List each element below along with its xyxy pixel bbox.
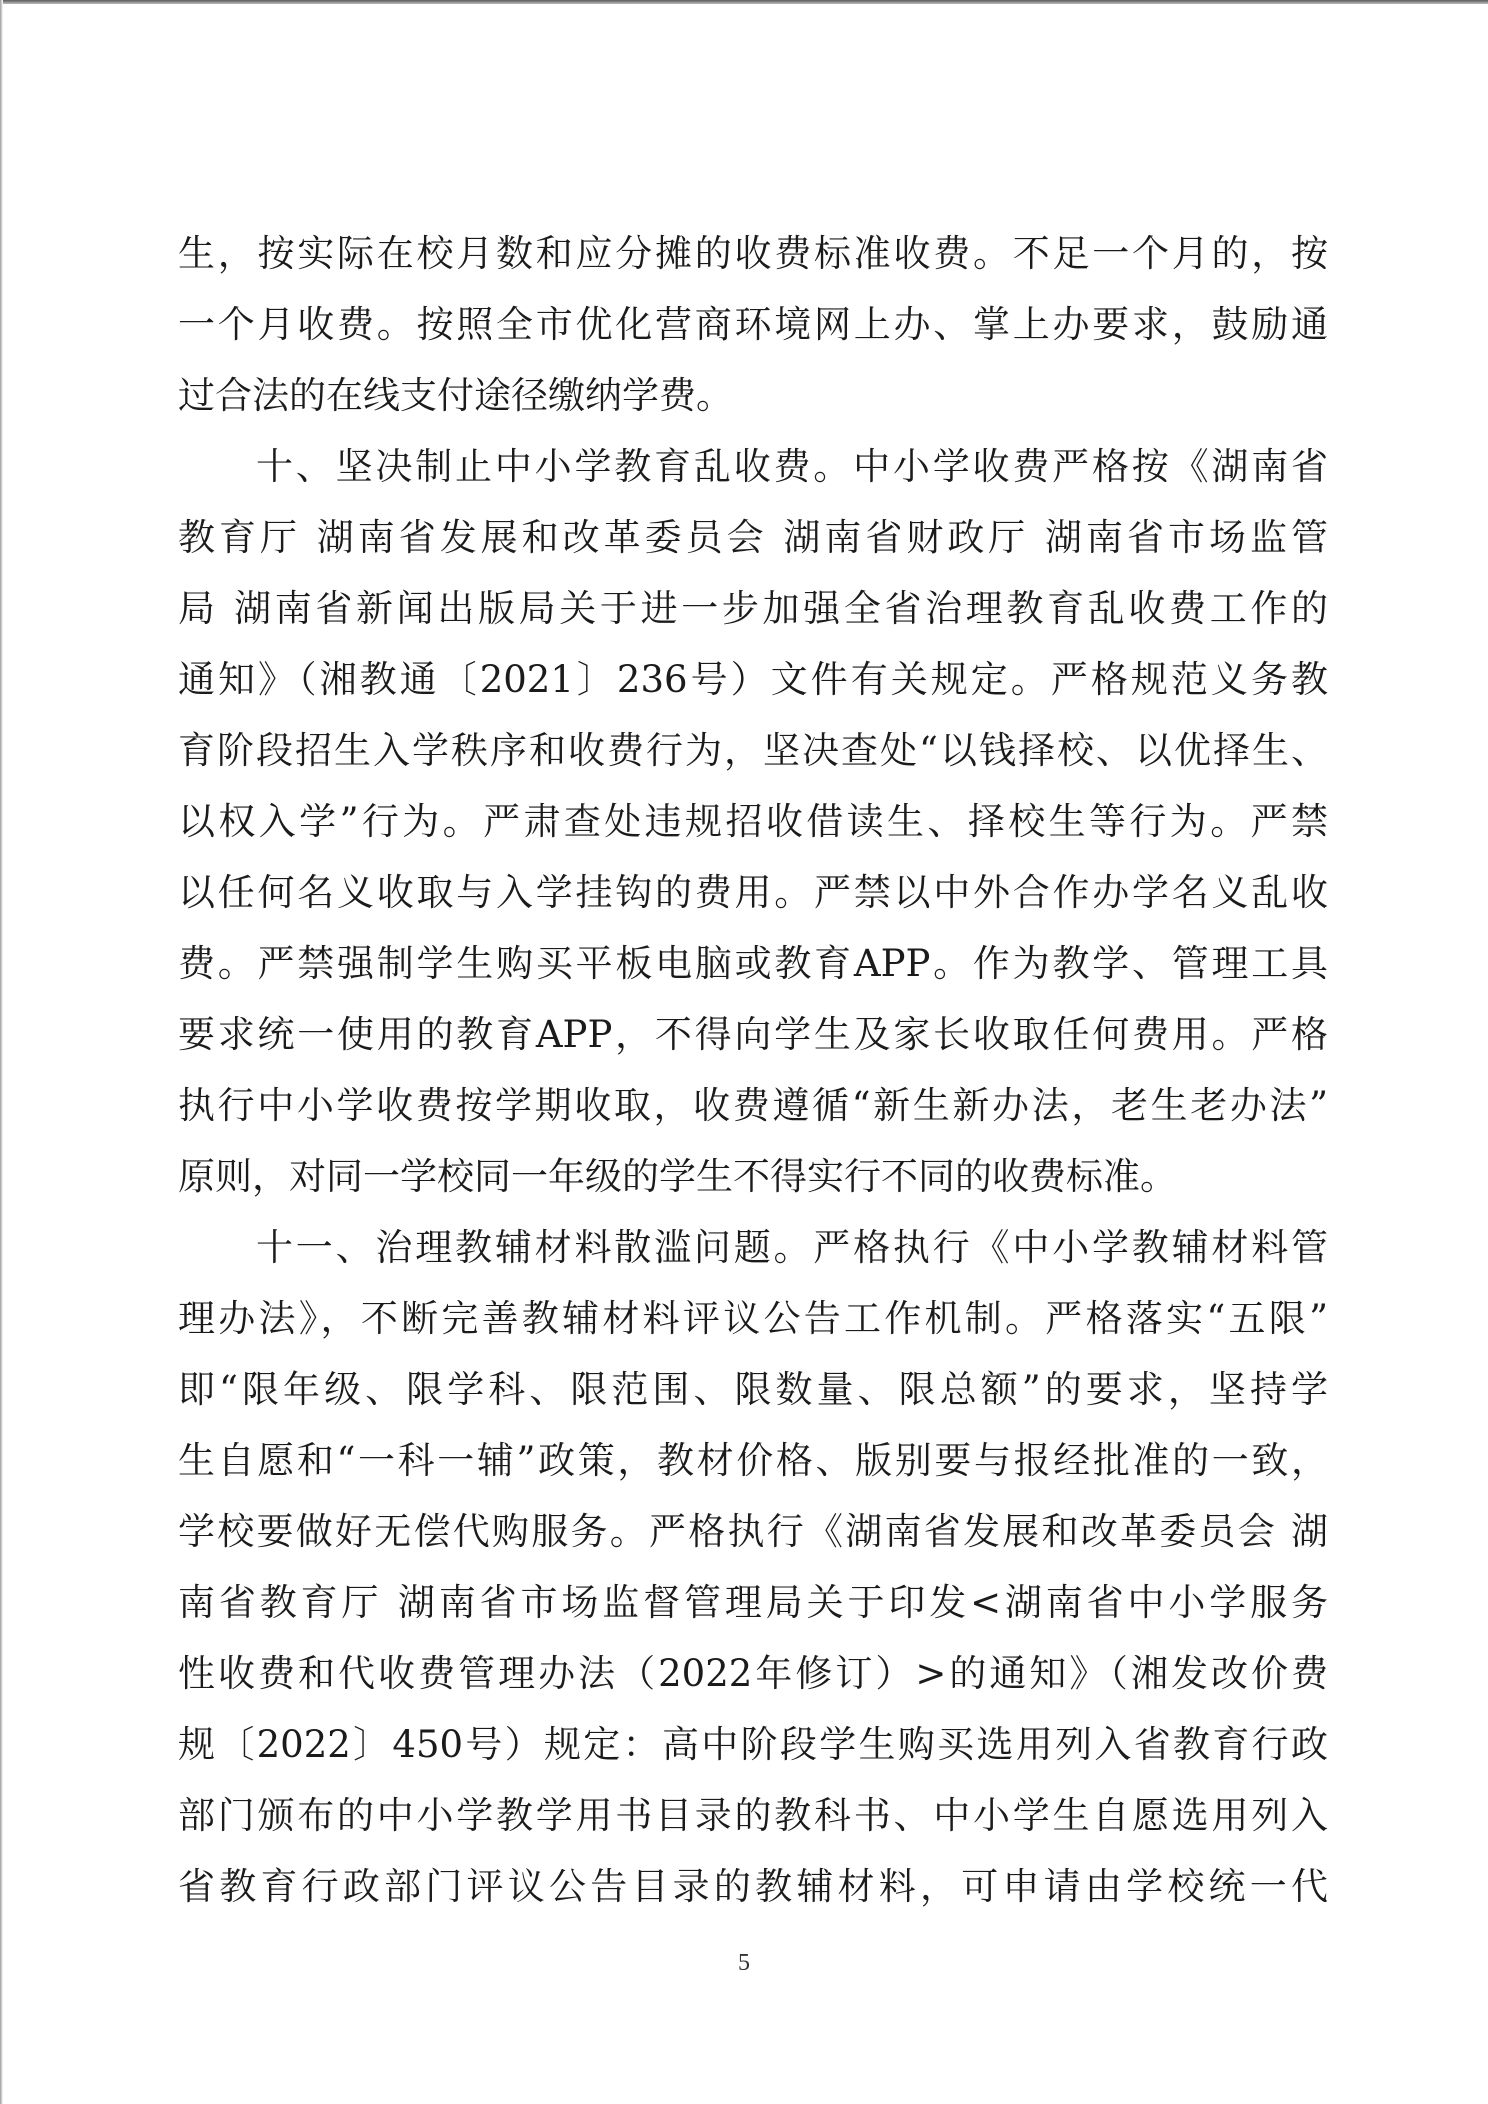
scan-left-edge	[0, 0, 3, 2104]
page-number: 5	[738, 1950, 750, 1976]
paragraph-item-11	[178, 1212, 1328, 1922]
scan-top-edge	[0, 0, 1488, 4]
text-line: 育阶段招生入学秩序和收费行为，坚决查处“以钱择校、以优择生、	[178, 729, 1328, 772]
text-line: 费。严禁强制学生购买平板电脑或教育APP。作为教学、管理工具	[178, 942, 1328, 985]
text-line: 十一、治理教辅材料散滥问题。严格执行《中小学教辅材料管	[256, 1226, 1328, 1269]
text-line: 十、坚决制止中小学教育乱收费。中小学收费严格按《湖南省	[256, 445, 1328, 488]
text-line: 局 湖南省新闻出版局关于进一步加强全省治理教育乱收费工作的	[178, 587, 1328, 630]
text-line: 规〔2022〕450号）规定：高中阶段学生购买选用列入省教育行政	[178, 1723, 1328, 1766]
paragraph-item-10	[178, 431, 1328, 1212]
text-line: 以权入学”行为。严肃查处违规招收借读生、择校生等行为。严禁	[178, 800, 1328, 843]
text-line: 理办法》，不断完善教辅材料评议公告工作机制。严格落实“五限”	[178, 1297, 1328, 1340]
text-line: 执行中小学收费按学期收取，收费遵循“新生新办法，老生老办法”	[178, 1084, 1328, 1127]
text-line: 一个月收费。按照全市优化营商环境网上办、掌上办要求，鼓励通	[178, 303, 1328, 346]
text-line: 性收费和代收费管理办法（2022年修订）>的通知》（湘发改价费	[178, 1652, 1328, 1695]
paragraph-continuation	[178, 218, 1328, 431]
page-body	[178, 218, 1328, 1922]
text-line: 部门颁布的中小学教学用书目录的教科书、中小学生自愿选用列入	[178, 1794, 1328, 1837]
text-line: 省教育行政部门评议公告目录的教辅材料，可申请由学校统一代	[178, 1865, 1328, 1908]
text-line: 生，按实际在校月数和应分摊的收费标准收费。不足一个月的，按	[178, 232, 1328, 275]
text-line: 以任何名义收取与入学挂钩的费用。严禁以中外合作办学名义乱收	[178, 871, 1328, 914]
text-line: 即“限年级、限学科、限范围、限数量、限总额”的要求，坚持学	[178, 1368, 1328, 1411]
text-line: 生自愿和“一科一辅”政策，教材价格、版别要与报经批准的一致，	[178, 1439, 1328, 1482]
text-line: 教育厅 湖南省发展和改革委员会 湖南省财政厅 湖南省市场监管	[178, 516, 1328, 559]
text-line: 要求统一使用的教育APP，不得向学生及家长收取任何费用。严格	[178, 1013, 1328, 1056]
text-line: 通知》（湘教通〔2021〕236号）文件有关规定。严格规范义务教	[178, 658, 1328, 701]
text-line: 学校要做好无偿代购服务。严格执行《湖南省发展和改革委员会 湖	[178, 1510, 1328, 1553]
text-line: 原则，对同一学校同一年级的学生不得实行不同的收费标准。	[178, 1155, 1177, 1198]
text-line: 南省教育厅 湖南省市场监督管理局关于印发<湖南省中小学服务	[178, 1581, 1328, 1624]
text-line: 过合法的在线支付途径缴纳学费。	[178, 374, 733, 417]
